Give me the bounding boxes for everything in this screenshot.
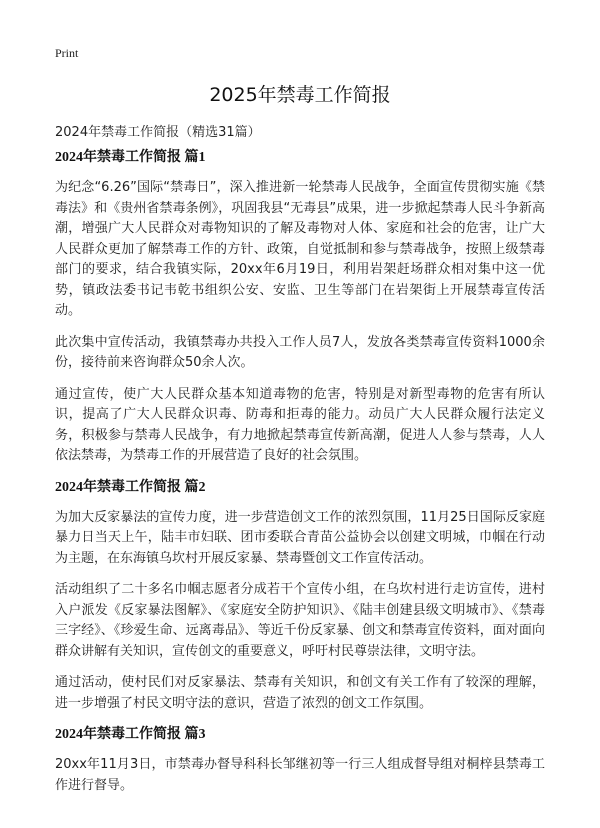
- section-1: [55, 148, 545, 467]
- paragraph: 为纪念“6.26”国际“禁毒日”，深入推进新一轮禁毒人民战争，全面宣传贯彻实施《禁毒法》和《贵州省禁毒条例》，巩固我县“无毒县”成果，进一步掀起禁毒人民斗争新高潮，增强广大人民群众对毒物知识的了解及毒物对人体、家庭和社会的危害，让广大人民群众更加了解禁毒工作的方针、政策，自觉抵制和参与禁毒战争，按照上级禁毒部门的要求，结合我镇实际，20xx年6月19日，利用岩架赶场群众相对集中这一优势，镇政法委书记韦乾书组织公安、安监、卫生等部门在岩架街上开展禁毒宣传活动。: [55, 180, 545, 318]
- paragraph: 活动组织了二十多名巾帼志愿者分成若干个宣传小组，在乌坎村进行走访宣传，进村入户派发《反家暴法图解》、《家庭安全防护知识》、《陆丰创建县级文明城市》、《禁毒三字经》、《珍爱生命、远离毒品》、等近千份反家暴、创文和禁毒宣传资料，面对面向群众讲解有关知识，宣传创文的重要意义，呼吁村民尊崇法律，文明守法。: [55, 582, 545, 659]
- section-heading: 2024年禁毒工作简报 篇3: [55, 727, 206, 742]
- paragraph: 20xx年11月3日，市禁毒办督导科科长邹继初等一行三人组成督导组对桐梓县禁毒工作进行督导。: [55, 757, 545, 793]
- section-2: [55, 478, 545, 715]
- paragraph: 通过宣传，使广大人民群众基本知道毒物的危害，特别是对新型毒物的危害有所认识，提高了广大人民群众识毒、防毒和拒毒的能力。动员广大人民群众履行法定义务，积极参与禁毒人民战争，有力地掀起禁毒宣传新高潮，促进人人参与禁毒，人人依法禁毒，为禁毒工作的开展营造了良好的社会氛围。: [55, 386, 545, 463]
- print-link[interactable]: Print: [55, 46, 79, 60]
- document-body: [55, 148, 545, 807]
- page-title: 2025年禁毒工作简报: [209, 84, 391, 106]
- section-3: [55, 725, 545, 796]
- section-heading: 2024年禁毒工作简报 篇1: [55, 150, 206, 165]
- paragraph: 此次集中宣传活动，我镇禁毒办共投入工作人员7人，发放各类禁毒宣传资料1000余份，接待前来咨询群众50余人次。: [55, 334, 545, 370]
- paragraph: 通过活动，使村民们对反家暴法、禁毒有关知识，和创文有关工作有了较深的理解，进一步增强了村民文明守法的意识，营造了浓烈的创文工作氛围。: [55, 675, 545, 711]
- document-subtitle: 2024年禁毒工作简报（精选31篇）: [55, 125, 261, 140]
- paragraph: 为加大反家暴法的宣传力度，进一步营造创文工作的浓烈氛围，11月25日国际反家庭暴力日当天上午，陆丰市妇联、团市委联合青苗公益协会以创建文明城，巾帼在行动为主题，在东海镇乌坎村开展反家暴、禁毒暨创文工作宣传活动。: [55, 509, 545, 566]
- section-heading: 2024年禁毒工作简报 篇2: [55, 479, 206, 495]
